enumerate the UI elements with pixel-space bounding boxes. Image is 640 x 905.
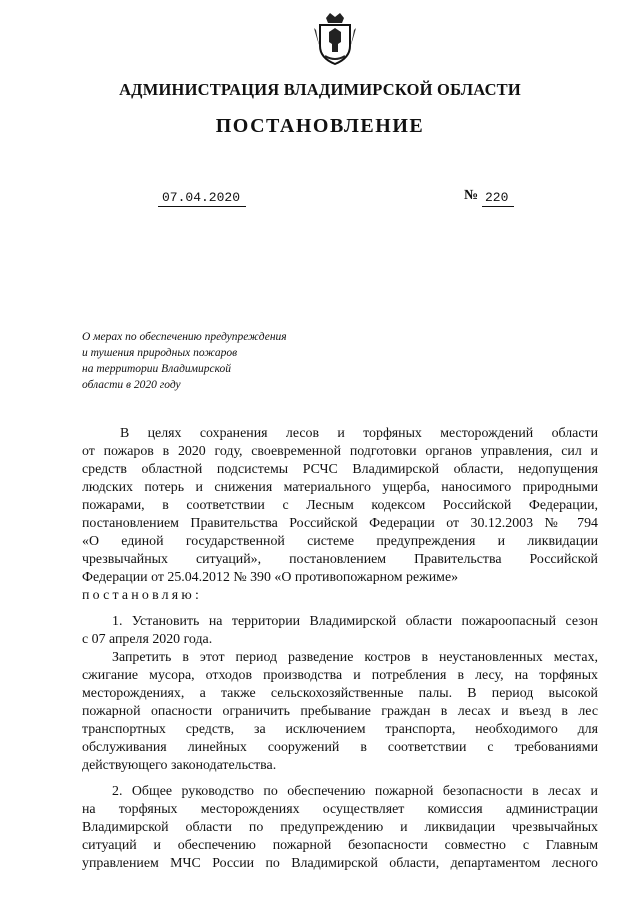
subject-line: и тушения природных пожаров	[82, 347, 238, 359]
text-line: Федерации от 25.04.2012 № 390 «О противопожарном режиме»	[82, 570, 459, 585]
text-line: ситуаций и обеспечению пожарной безопасности совместно с Главным	[82, 838, 598, 853]
text-line: пожарной опасности ограничить пребывание граждан в лесах и въезд в лес	[82, 704, 598, 719]
text-line: транспортных средств, за исключением транспорта, необходимого для	[82, 722, 598, 737]
text-line: пожарами, в соответствии с Лесным кодексом Российской Федерации,	[82, 498, 598, 513]
text-line: от пожаров в 2020 году, своевременной подготовки органов управления, сил и	[82, 444, 598, 459]
document-number: 220	[482, 190, 514, 207]
clause-1	[82, 613, 598, 649]
text-line: на торфяных месторождениях осуществляет комиссия администрации	[82, 802, 598, 817]
text-line: 2. Общее руководство по обеспечению пожарной безопасности в лесах и	[112, 784, 598, 799]
text-line: В целях сохранения лесов и торфяных месторождений области	[120, 426, 598, 441]
document-date: 07.04.2020	[158, 190, 246, 207]
clause-1-continuation	[82, 649, 598, 775]
text-line: Запретить в этот период разведение костров в неустановленных местах,	[112, 650, 598, 665]
subject-line: области в 2020 году	[82, 379, 181, 391]
text-line: Владимирской области по предупреждению и ликвидации чрезвычайных	[82, 820, 598, 835]
text-line: людских потерь и снижения материального ущерба, наносимого природными	[82, 480, 598, 495]
text-line: постановлением Правительства Российской Федерации от 30.12.2003 № 794	[82, 516, 598, 531]
preamble-paragraph	[82, 425, 598, 587]
document-number-label: №	[464, 188, 479, 203]
text-line: месторождениях, а также сельскохозяйственные палы. В период высокой	[82, 686, 598, 701]
text-line: чрезвычайных ситуаций», постановлением Правительства Российской	[82, 552, 598, 567]
coat-of-arms-icon	[311, 10, 359, 66]
document-subject	[82, 329, 342, 393]
text-line: обслуживания линейных сооружений в соответствии с требованиями	[82, 740, 598, 755]
text-line: действующего законодательства.	[82, 758, 277, 773]
subject-line: на территории Владимирской	[82, 363, 232, 375]
document-body	[82, 425, 598, 873]
clause-2	[82, 783, 598, 873]
text-line: сжигание мусора, отходов производства и потребления в лесу, на торфяных	[82, 668, 598, 683]
document-type-title: ПОСТАНОВЛЕНИЕ	[215, 115, 425, 137]
text-line: с 07 апреля 2020 года.	[82, 632, 213, 647]
subject-line: О мерах по обеспечению предупреждения	[82, 331, 287, 343]
text-line: 1. Установить на территории Владимирской области пожароопасный сезон	[112, 614, 598, 629]
text-line: «О единой государственной системе предупреждения и ликвидации	[82, 534, 598, 549]
text-line: управлением МЧС России по Владимирской области, департаментом лесного	[82, 856, 598, 871]
text-line: средств областной подсистемы РСЧС Владимирской области, недопущения	[82, 462, 598, 477]
issuing-authority: АДМИНИСТРАЦИЯ ВЛАДИМИРСКОЙ ОБЛАСТИ	[119, 80, 521, 99]
resolve-word: постановляю:	[82, 588, 203, 603]
